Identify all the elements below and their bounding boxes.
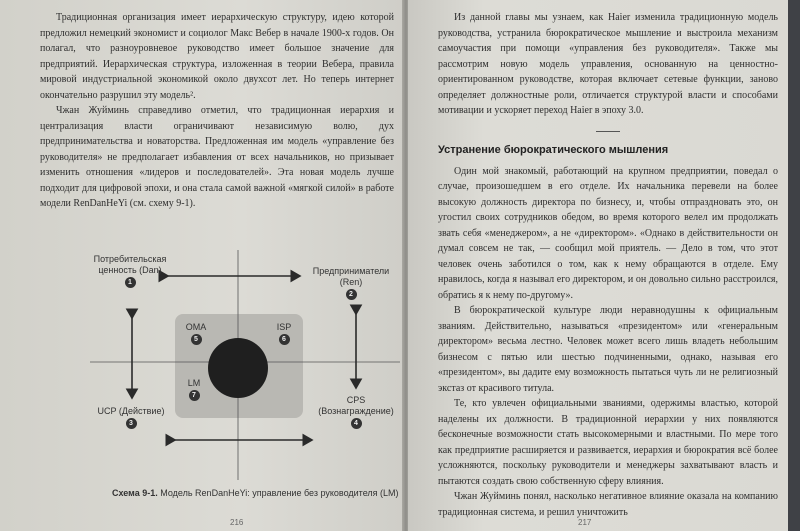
label-isp-text: ISP <box>276 322 292 332</box>
right-paragraph-4: Чжан Жуйминь понял, насколько негативное влияние оказала на компанию традиционная система, и решил уничтожить <box>438 491 778 518</box>
number-badge-2: 2 <box>346 289 357 300</box>
right-paragraph-1: Один мой знакомый, работающий на крупном предприятии, поведал о случае, произошедшем в его отделе. Их начальника перевели на более высокую должность директора по бизнесу, и, чтобы отпраздновать это, он угостил своих сотрудников обедом, во время которого велел им продолжать звать себя «менеджером», а не «директором». «Однако в действительности он думал совсем не так, — сообщил мой приятель. — Дело в том, что этот человек очень заботился о том, как к нему обращаются в отделе. Ему нравилось, когда я называл его директором, и он довольно сильно расстроился, обратись я к нему по-другому». <box>438 165 778 301</box>
center-circle <box>208 338 268 398</box>
rendanheyi-diagram <box>80 250 400 480</box>
section-title: Устранение бюрократического мышления <box>438 143 669 156</box>
label-oma <box>180 322 212 345</box>
right-page-number: 217 <box>578 518 592 527</box>
label-cps-text: CPS (Вознаграждение) <box>318 395 394 416</box>
caption-prefix: Схема 9-1. <box>112 488 158 498</box>
right-paragraph-2: В бюрократической культуре люди неравнодушны к официальным званиям. Действительно, называться «президентом» или «генеральным директором» весьма лестно. Человек может всего лишь владеть небольшим бизнесом с пятью или шестью подчиненными, однако, называя его «президентом», вы дадите ему возможность пытаться чуть ли не религиозный экстаз от красивого титула. <box>438 305 778 394</box>
book-edge <box>788 0 800 531</box>
caption-text: Модель RenDanHeYi: управление без руководителя (LM) <box>160 488 399 498</box>
label-lm-text: LM <box>187 378 201 388</box>
left-paragraph-2: Чжан Жуйминь справедливо отметил, что традиционная иерархия и централизация власти ограничивают независимую волю, дух предпринимательства и новаторства. Предложенная им модель «управление без руководителя» не предполагает избавления от всех начальников, но призывает изменить отношения «лидеров и последователей». Эта новая модель лучше подходит для цифровой эпохи, и она стала самой важной «мягкой силой» в работе модели RenDanHeYi (см. схему 9-1). <box>40 105 394 209</box>
label-ucp <box>96 406 166 429</box>
label-cps <box>312 395 400 429</box>
figure-caption <box>112 488 399 498</box>
label-oma-text: OMA <box>185 322 207 332</box>
number-badge-1: 1 <box>125 277 136 288</box>
left-page-number: 216 <box>230 518 244 527</box>
label-isp <box>268 322 300 345</box>
number-badge-4: 4 <box>351 418 362 429</box>
section-divider <box>596 131 620 132</box>
label-ren-text: Предприниматели (Ren) <box>312 266 390 287</box>
number-badge-3: 3 <box>126 418 137 429</box>
right-page <box>408 0 788 531</box>
number-badge-7: 7 <box>189 390 200 401</box>
label-ren <box>306 266 396 300</box>
left-paragraph-1: Традиционная организация имеет иерархическую структуру, идею которой предложил немецкий экономист и социолог Макс Вебер в начале 1900-х годов. Он полагал, что разноуровневое руководство имеет большое значение для предприятий. Иерархическая структура, изложенная в теории Вебера, правила мировой индустриальной экономикой около двухсот лет. Но теперь интернет окончательно разрушил эту модель². <box>40 12 394 101</box>
label-ucp-text: UCP (Действие) <box>97 406 165 416</box>
number-badge-6: 6 <box>279 334 290 345</box>
right-paragraph-3: Те, кто увлечен официальными званиями, одержимы властью, которой наделены их должности. В традиционной иерархии у них появляются бесконечные возможности стать высокомерными и властными. По мере того как предприятие расширяется и развивается, иерархия и бюрократия всё более усложняются, поскольку руководители и менеджеры захватывают власть и пытаются создать свою собственную сферу влияния. <box>438 398 778 487</box>
right-intro: Из данной главы мы узнаем, как Haier изменила традиционную модель руководства, устранила бюрократическое мышление и выстроила механизм самоучастия при помощи «управления без руководителя». Также мы рассмотрим новую модель управления, основанную на ценностно-ориентированном руководстве, которая включает сетевые функции, заново определяет должностные роли, отличается структурой власти и способами мотивации и ускоряет переход Haier в эпоху 3.0. <box>438 12 778 116</box>
label-dan <box>82 254 178 288</box>
number-badge-5: 5 <box>191 334 202 345</box>
label-dan-text: Потребительская ценность (Dan) <box>93 254 167 275</box>
label-lm <box>180 378 208 401</box>
